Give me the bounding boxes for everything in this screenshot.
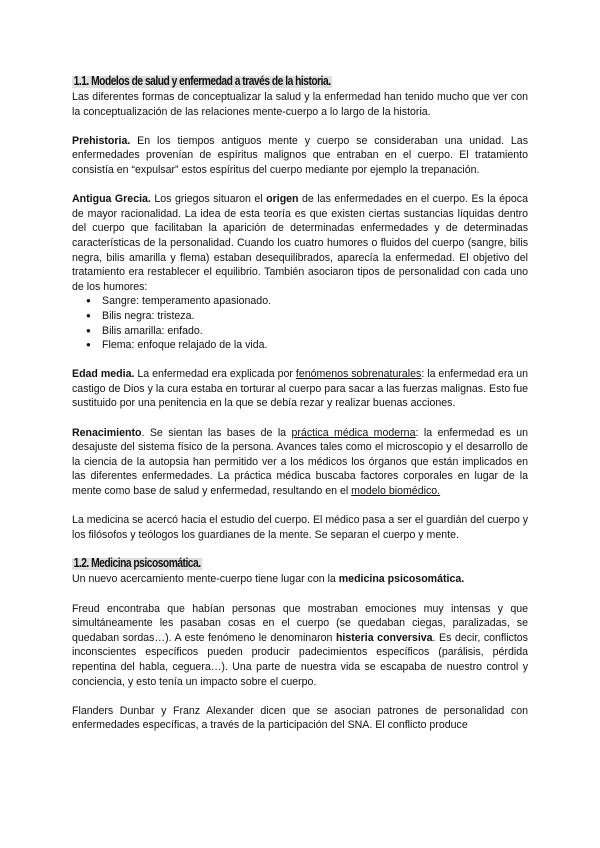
paragraph-edad-media (72, 367, 528, 411)
term-origen: origen (266, 193, 299, 206)
term-edad-media: Edad media. (72, 368, 135, 381)
paragraph-renacimiento (72, 426, 528, 499)
text-prehistoria: En los tiempos antiguos mente y cuerpo se consideraban una unidad. Las enfermedades provenían de espíritus malignos que entraban en el cuerpo. El tratamiento consistía en “expulsar” estos espíritus del cuerpo mediante por ejemplo la trepanación. (72, 134, 528, 176)
term-renacimiento: Renacimiento (72, 426, 142, 439)
term-medicina-psicosomatica: medicina psicosomática. (338, 573, 465, 586)
paragraph-dunbar: Flanders Dunbar y Franz Alexander dicen que se asocian patrones de personalidad con enfermedades específicas, a través de la participación del SNA. El conflicto produce (72, 704, 528, 732)
term-histeria-conversiva: histeria conversiva (335, 631, 433, 644)
section-heading: 1.2. Medicina psicosomática. (73, 556, 201, 571)
paragraph-cierre: La medicina se acercó hacia el estudio del cuerpo. El médico pasa a ser el guardián del cuerpo y los filósofos y teólogos los guardianes de la mente. Se separan el cuerpo y mente. (72, 514, 528, 541)
text-renacimiento-b: : la enfermedad es un desajuste del sistema físico de la persona. Avances tales como el microscopio y el desarrollo de la ciencia de la autopsia han permitido ver a los médicos los órganos que están implicados en las diferentes enfermedades. La práctica médica buscaba factores corporales en lugar de la mente como base de salud y enfermedad, resultando en el (72, 426, 528, 498)
underlined-term: fenómenos sobrenaturales (295, 368, 422, 381)
text-freud-b: . Es decir, conflictos inconscientes específicos pueden producir padecimientos específicos (parálisis, pérdida repentina del habla, ceguera…). Una parte de nuestra vida se escapaba de nuestro control y conciencia, y esto tenía un impacto sobre el cuerpo. (72, 631, 528, 688)
text-grecia-b: de las enfermedades en el cuerpo. Es la época de mayor racionalidad. La idea de esta teoría es que existen ciertas sustancias líquidas dentro del cuerpo que facilitaban la aparición de determinadas enfermedades y de determinadas características de la personalidad. Cuando los cuatro humores o fluidos del cuerpo (sangre, bilis negra, bilis amarilla y flema) estaban desequilibrados, aparecía la enfermedad. El objetivo del tratamiento era restablecer el equilibrio. También asociaron tipos de personalidad con cada uno de los humores: (72, 193, 528, 293)
section-intro (72, 572, 528, 587)
term-prehistoria: Prehistoria. (72, 134, 131, 147)
list-item: ● Flema: enfoque relajado de la vida. (90, 338, 528, 353)
list-item: ● Sangre: temperamento apasionado. (90, 294, 528, 309)
text-grecia-a: Los griegos situaron el (150, 193, 267, 206)
text-renacimiento-a: . Se sientan las bases de la (141, 426, 292, 439)
section-2 (72, 554, 528, 733)
paragraph-freud (72, 602, 528, 690)
section-heading: 1.1. Modelos de salud y enfermedad a través de la historia. (73, 74, 331, 88)
section-1 (72, 72, 528, 554)
text-intro: Un nuevo acercamiento mente-cuerpo tiene lugar con la (72, 573, 339, 586)
underlined-term: práctica médica moderna (291, 426, 416, 439)
underlined-term: modelo biomédico. (351, 485, 441, 498)
section-intro: Las diferentes formas de conceptualizar la salud y la enfermedad han tenido mucho que ver con la conceptualización de las relaciones mente-cuerpo a lo largo de la historia. (72, 91, 528, 118)
term-grecia: Antigua Grecia. (72, 193, 151, 206)
list-item: ● Bilis negra: tristeza. (90, 309, 528, 324)
text-edad-media-a: La enfermedad era explicada por (134, 368, 296, 381)
text-edad-media-b: : la enfermedad era un castigo de Dios y la cura estaba en torturar al cuerpo para sacar a las fuerzas malignas. Esto fue sustituido por una penitencia en la que se debía rezar y realizar buenas acciones. (72, 368, 528, 410)
text-freud-a: Freud encontraba que habían personas que mostraban emociones muy intensas y que simultáneamente les pasaban cosas en el cuerpo (se quedaban ciegas, paralizadas, se quedaban sordas…). A este fenómeno le denominaron (72, 602, 528, 644)
paragraph-grecia (72, 192, 528, 294)
humores-list (72, 294, 528, 352)
list-item: ● Bilis amarilla: enfado. (90, 324, 528, 339)
paragraph-prehistoria (72, 134, 528, 178)
